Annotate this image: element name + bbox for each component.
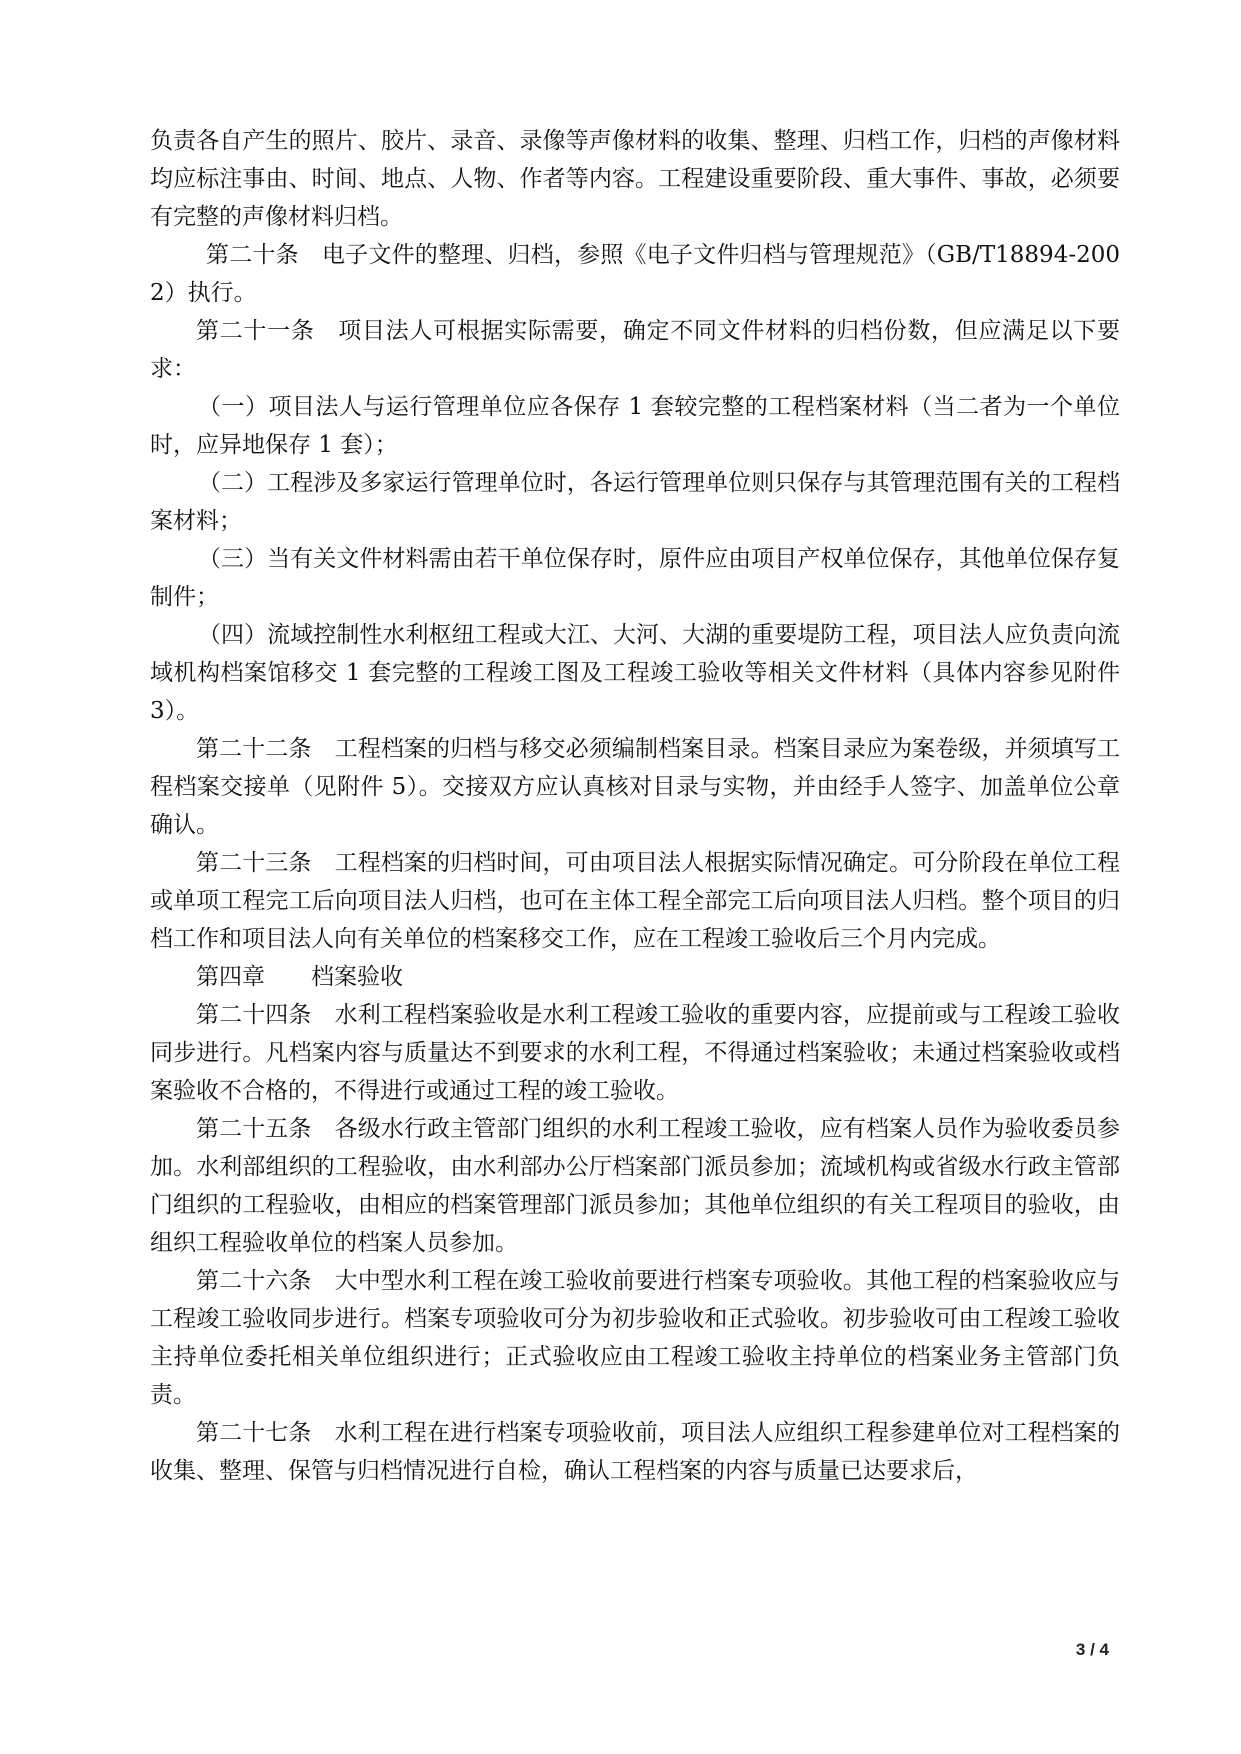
article-21-item-1: （一）项目法人与运行管理单位应各保存 1 套较完整的工程档案材料（当二者为一个单位时，应异地保存 1 套）； xyxy=(150,394,1120,458)
article-21-item-2: （二）工程涉及多家运行管理单位时，各运行管理单位则只保存与其管理范围有关的工程档案材料； xyxy=(150,470,1120,534)
article-26: 第二十六条 大中型水利工程在竣工验收前要进行档案专项验收。其他工程的档案验收应与工程竣工验收同步进行。档案专项验收可分为初步验收和正式验收。初步验收可由工程竣工验收主持单位委托相关单位组织进行；正式验收应由工程竣工验收主持单位的档案业务主管部门负责。 xyxy=(150,1268,1120,1408)
page-number: 3 / 4 xyxy=(1075,1640,1109,1659)
article-23: 第二十三条 工程档案的归档时间，可由项目法人根据实际情况确定。可分阶段在单位工程或单项工程完工后向项目法人归档，也可在主体工程全部完工后向项目法人归档。整个项目的归档工作和项目法人向有关单位的档案移交工作，应在工程竣工验收后三个月内完成。 xyxy=(150,850,1120,952)
article-24: 第二十四条 水利工程档案验收是水利工程竣工验收的重要内容，应提前或与工程竣工验收同步进行。凡档案内容与质量达不到要求的水利工程，不得通过档案验收；未通过档案验收或档案验收不合格的，不得进行或通过工程的竣工验收。 xyxy=(150,1002,1120,1104)
article-25: 第二十五条 各级水行政主管部门组织的水利工程竣工验收，应有档案人员作为验收委员参加。水利部组织的工程验收，由水利部办公厅档案部门派员参加；流域机构或省级水行政主管部门组织的工程验收，由相应的档案管理部门派员参加；其他单位组织的有关工程项目的验收，由组织工程验收单位的档案人员参加。 xyxy=(150,1116,1120,1256)
document-body xyxy=(150,122,1120,1490)
article-22: 第二十二条 工程档案的归档与移交必须编制档案目录。档案目录应为案卷级，并须填写工程档案交接单（见附件 5）。交接双方应认真核对目录与实物，并由经手人签字、加盖单位公章确认。 xyxy=(150,736,1120,838)
article-21-item-3: （三）当有关文件材料需由若干单位保存时，原件应由项目产权单位保存，其他单位保存复制件； xyxy=(150,546,1120,610)
article-21-item-4: （四）流域控制性水利枢纽工程或大江、大河、大湖的重要堤防工程，项目法人应负责向流域机构档案馆移交 1 套完整的工程竣工图及工程竣工验收等相关文件材料（具体内容参见附件 3）。 xyxy=(150,622,1120,724)
paragraph-continuation: 负责各自产生的照片、胶片、录音、录像等声像材料的收集、整理、归档工作，归档的声像材料均应标注事由、时间、地点、人物、作者等内容。工程建设重要阶段、重大事件、事故，必须要有完整的声像材料归档。 xyxy=(150,128,1120,230)
article-21: 第二十一条 项目法人可根据实际需要，确定不同文件材料的归档份数，但应满足以下要求： xyxy=(150,318,1120,382)
article-20: 第二十条 电子文件的整理、归档，参照《电子文件归档与管理规范》（GB/T18894-2002）执行。 xyxy=(150,242,1120,306)
chapter-title: 档案验收 xyxy=(311,964,403,990)
chapter-number: 第四章 xyxy=(196,964,265,990)
article-27: 第二十七条 水利工程在进行档案专项验收前，项目法人应组织工程参建单位对工程档案的收集、整理、保管与归档情况进行自检，确认工程档案的内容与质量已达要求后， xyxy=(150,1420,1120,1484)
chapter-heading xyxy=(150,958,1120,996)
